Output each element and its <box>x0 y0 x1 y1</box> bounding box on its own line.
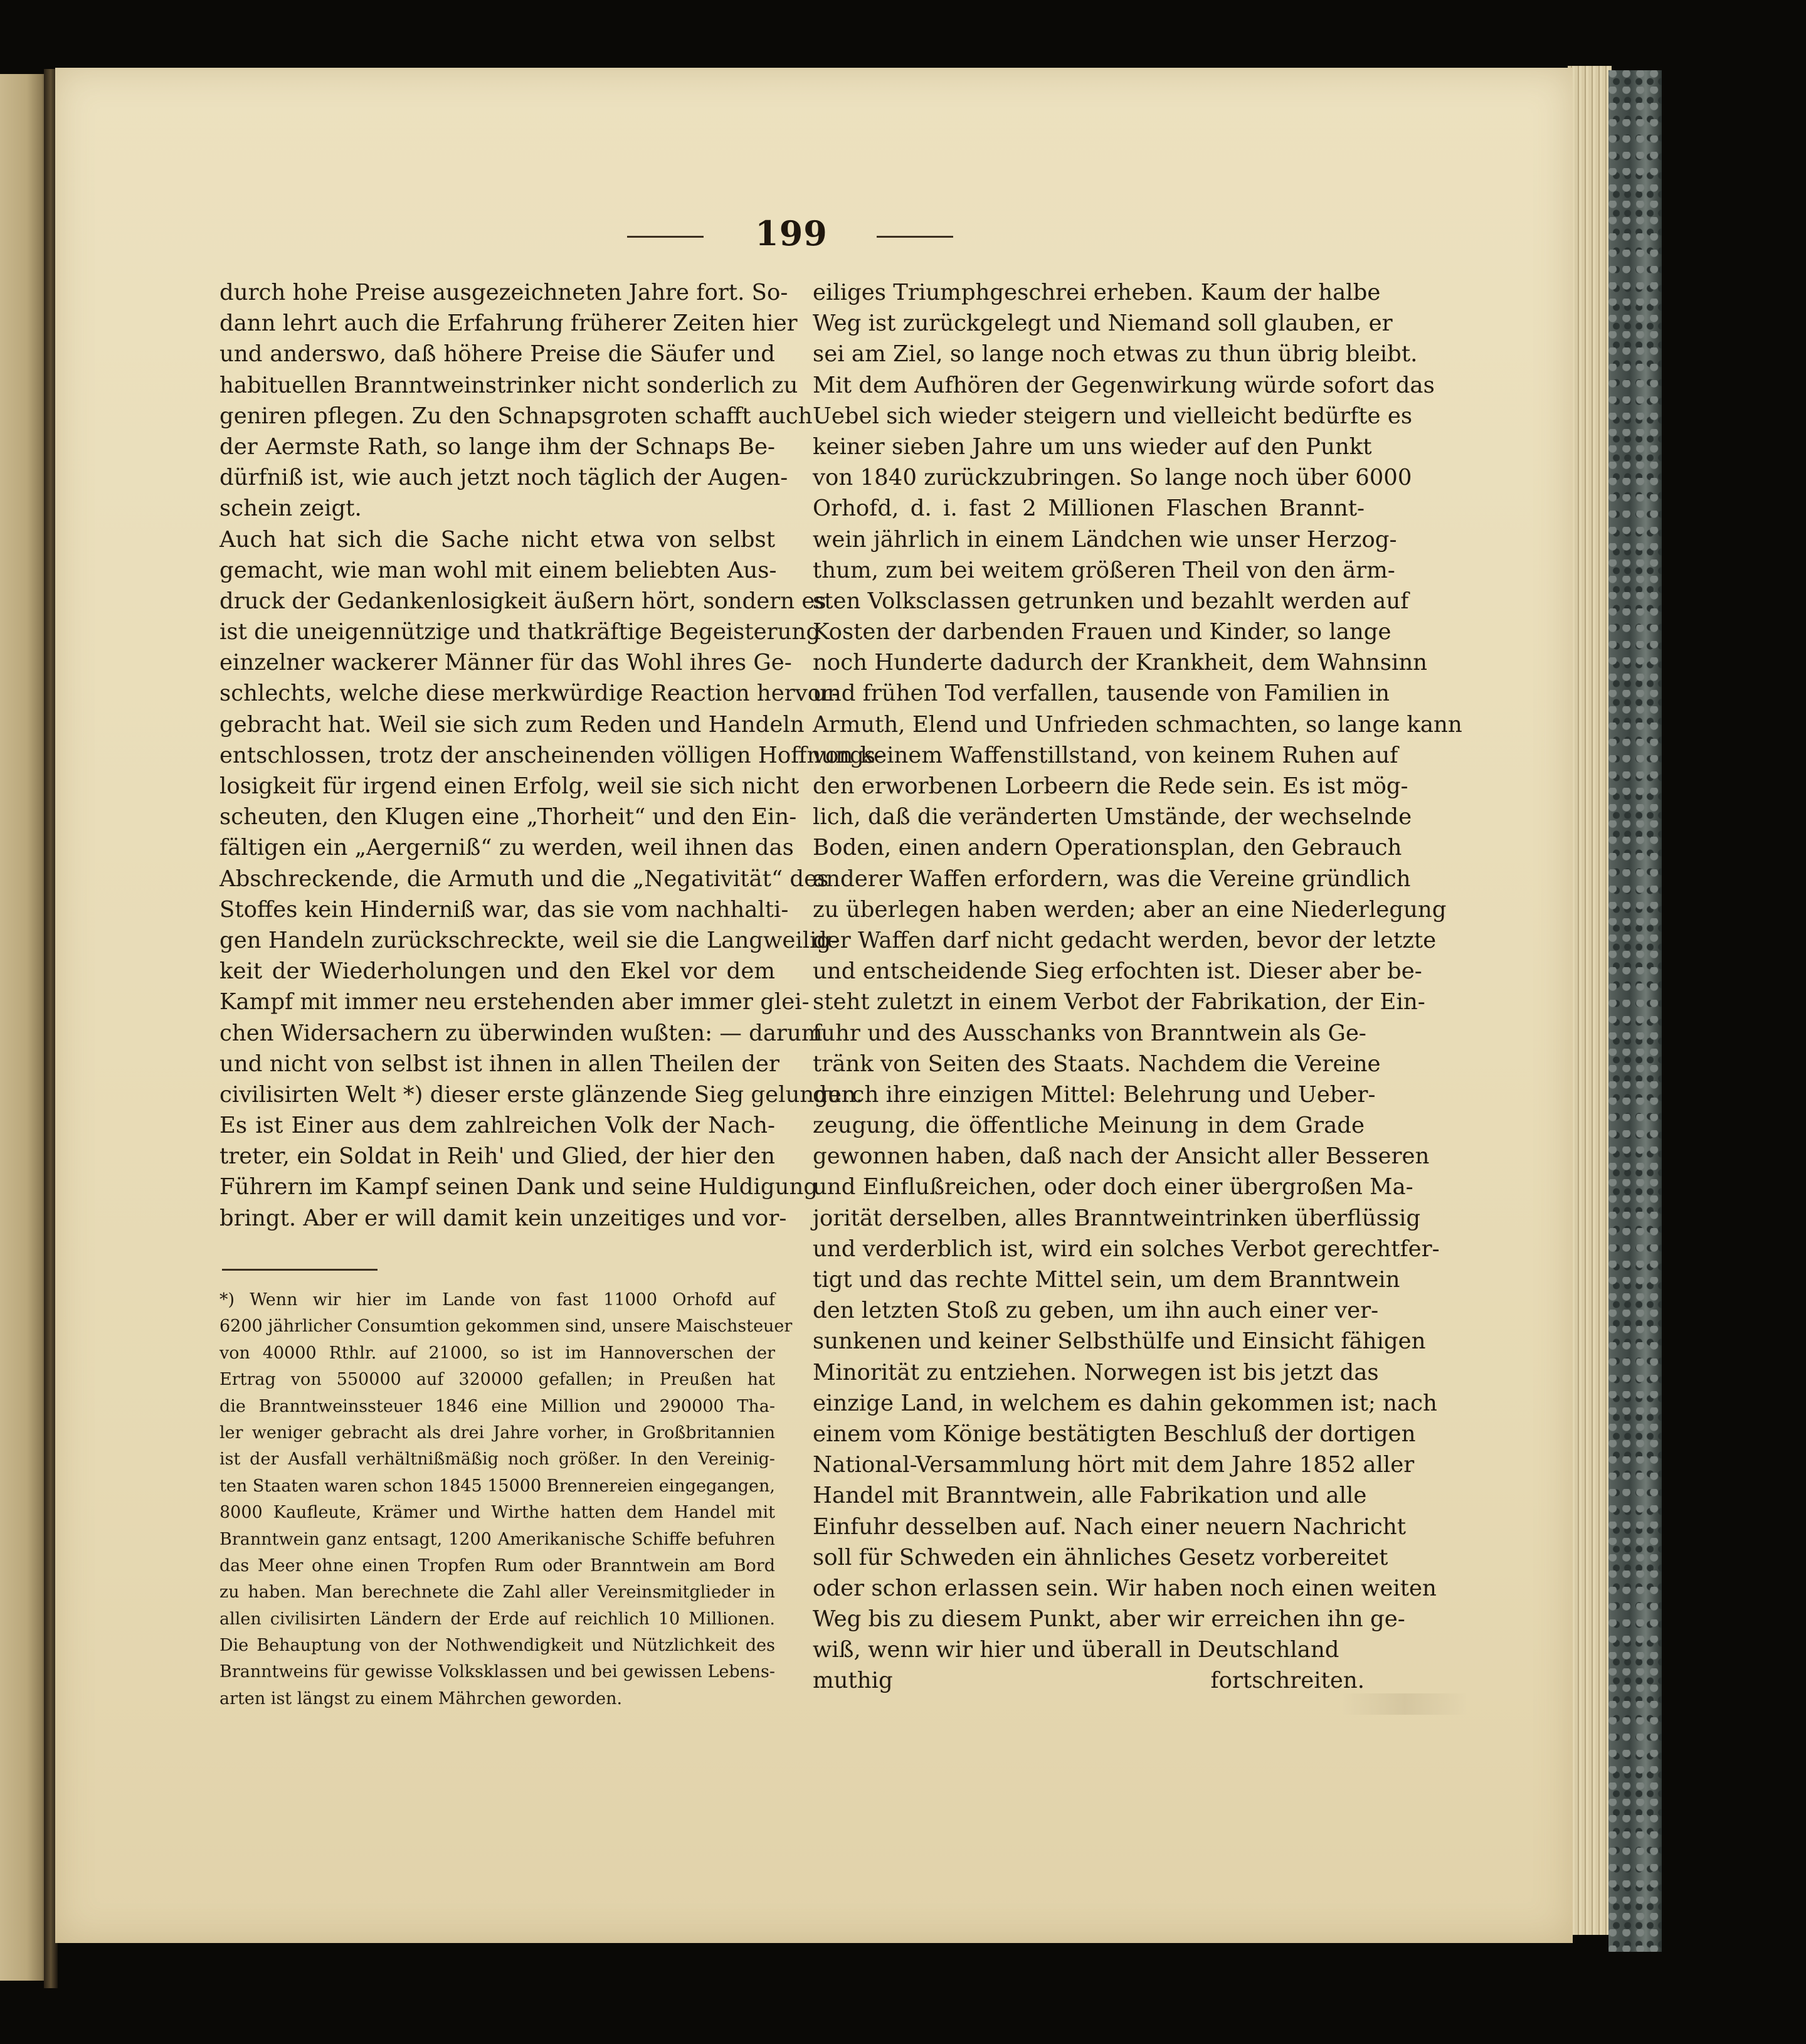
text-line: und verderblich ist, wird ein solches Verbot gerechtfer- <box>813 1236 1440 1262</box>
text-line: anderer Waffen erfordern, was die Vereine gründlich <box>813 866 1411 892</box>
previous-page-edge <box>0 74 49 1981</box>
footnote-block <box>219 1287 793 1712</box>
text-line: gen Handeln zurückschreckte, weil sie die Langweilig- <box>219 927 839 953</box>
text-line: Orhofd, d. i. fast 2 Millionen Flaschen Brannt- <box>813 495 1365 522</box>
text-line: schein zeigt. <box>219 495 362 522</box>
text-line: tränk von Seiten des Staats. Nachdem die Vereine <box>813 1051 1381 1077</box>
text-line: und Einflußreichen, oder doch einer übergroßen Ma- <box>813 1174 1413 1200</box>
text-line: ten Staaten waren schon 1845 15000 Brennereien eingegangen, <box>219 1476 775 1496</box>
text-line: fuhr und des Ausschanks von Branntwein als Ge- <box>813 1020 1366 1046</box>
text-line: wein jährlich in einem Ländchen wie unser Herzog- <box>813 526 1397 553</box>
text-line: wiß, wenn wir hier und überall in Deutschland <box>813 1637 1339 1663</box>
text-line: durch ihre einzigen Mittel: Belehrung und Ueber- <box>813 1081 1376 1108</box>
text-line: Abschreckende, die Armuth und die „Negativität“ des <box>219 866 829 892</box>
text-line: den erworbenen Lorbeern die Rede sein. Es ist mög- <box>813 773 1408 799</box>
text-line: sei am Ziel, so lange noch etwas zu thun übrig bleibt. <box>813 341 1418 368</box>
text-line: thum, zum bei weitem größeren Theil von den ärm- <box>813 557 1395 583</box>
text-line: der Waffen darf nicht gedacht werden, bevor der letzte <box>813 927 1437 953</box>
text-line: und anderswo, daß höhere Preise die Säufer und <box>219 341 775 368</box>
text-line: *) Wenn wir hier im Lande von fast 11000 Orhofd auf <box>219 1290 775 1310</box>
text-line: steht zuletzt in einem Verbot der Fabrikation, der Ein- <box>813 989 1425 1015</box>
text-line: keit der Wiederholungen und den Ekel vor dem <box>219 958 775 985</box>
text-line: fältigen ein „Aergerniß“ zu werden, weil ihnen das <box>219 835 794 861</box>
text-line: scheuten, den Klugen eine „Thorheit“ und den Ein- <box>219 804 797 830</box>
text-line: Boden, einen andern Operationsplan, den Gebrauch <box>813 835 1402 861</box>
text-line: sunkenen und keiner Selbsthülfe und Einsicht fähigen <box>813 1328 1426 1355</box>
text-line: den letzten Stoß zu geben, um ihn auch einer ver- <box>813 1298 1379 1324</box>
text-line: treter, ein Soldat in Reih' und Glied, der hier den <box>219 1143 775 1170</box>
text-line: und entscheidende Sieg erfochten ist. Dieser aber be- <box>813 958 1422 985</box>
text-line: Handel mit Branntwein, alle Fabrikation und alle <box>813 1483 1367 1509</box>
text-line: Branntweins für gewisse Volksklassen und bei gewissen Lebens- <box>219 1662 775 1682</box>
text-line: einzige Land, in welchem es dahin gekommen ist; nach <box>813 1390 1437 1416</box>
text-line: und frühen Tod verfallen, tausende von Familien in <box>813 680 1390 707</box>
text-line: Uebel sich wieder steigern und vielleicht bedürfte es <box>813 403 1413 429</box>
text-line: Führern im Kampf seinen Dank und seine Huldigung <box>219 1174 818 1200</box>
text-line: das Meer ohne einen Tropfen Rum oder Branntwein am Bord <box>219 1555 775 1575</box>
text-line: ist die uneigennützige und thatkräftige Begeisterung <box>219 619 821 645</box>
text-line: einem vom Könige bestätigten Beschluß der dortigen <box>813 1421 1416 1447</box>
bleed-through-smudge <box>1342 1693 1467 1715</box>
text-line: zu überlegen haben werden; aber an eine Niederlegung <box>813 896 1447 923</box>
header-rule-right <box>877 236 953 238</box>
text-line: lich, daß die veränderten Umstände, der wechselnde <box>813 804 1412 830</box>
text-line: ler weniger gebracht als drei Jahre vorher, in Großbritannien <box>219 1422 775 1443</box>
text-line: bringt. Aber er will damit kein unzeitiges und vor- <box>219 1205 787 1231</box>
text-line: durch hohe Preise ausgezeichneten Jahre fort. So- <box>219 280 788 305</box>
page-number: 199 <box>755 213 828 253</box>
text-line: entschlossen, trotz der anscheinenden völligen Hoffnungs- <box>219 742 883 768</box>
text-line: Kampf mit immer neu erstehenden aber immer glei- <box>219 989 810 1015</box>
text-line: Armuth, Elend und Unfrieden schmachten, so lange kann <box>813 711 1462 738</box>
text-line: Die Behauptung von der Nothwendigkeit und Nützlichkeit des <box>219 1636 775 1656</box>
text-line: Kosten der darbenden Frauen und Kinder, so lange <box>813 619 1391 645</box>
text-line: sten Volksclassen getrunken und bezahlt werden auf <box>813 588 1409 614</box>
text-line: Weg bis zu diesem Punkt, aber wir erreichen ihn ge- <box>813 1606 1405 1633</box>
text-line: noch Hunderte dadurch der Krankheit, dem Wahnsinn <box>813 650 1428 676</box>
text-line: keiner sieben Jahre um uns wieder auf den Punkt <box>813 433 1372 460</box>
text-line: der Aermste Rath, so lange ihm der Schnaps Be- <box>219 433 775 460</box>
text-line: Minorität zu entziehen. Norwegen ist bis jetzt das <box>813 1359 1379 1385</box>
left-text-column <box>219 277 883 1234</box>
text-line: Weg ist zurückgelegt und Niemand soll glauben, er <box>813 310 1393 337</box>
text-line: gewonnen haben, daß nach der Ansicht aller Besseren <box>813 1143 1430 1170</box>
text-line: einzelner wackerer Männer für das Wohl ihres Ge- <box>219 650 792 676</box>
text-line: jorität derselben, alles Branntweintrinken überflüssig <box>813 1205 1421 1231</box>
text-line: Mit dem Aufhören der Gegenwirkung würde sofort das <box>813 372 1435 398</box>
text-line: gemacht, wie man wohl mit einem beliebten Aus- <box>219 557 777 583</box>
text-line: Auch hat sich die Sache nicht etwa von selbst <box>219 526 775 553</box>
text-line: losigkeit für irgend einen Erfolg, weil sie sich nicht <box>219 773 800 799</box>
text-line: tigt und das rechte Mittel sein, um dem Branntwein <box>813 1267 1400 1293</box>
text-line: habituellen Branntweinstrinker nicht sonderlich zu <box>219 372 798 398</box>
text-line: ist der Ausfall verhältnißmäßig noch größer. In den Vereinig- <box>219 1449 775 1469</box>
page-stack-edges <box>1568 66 1612 1935</box>
text-line: dürfniß ist, wie auch jetzt noch täglich der Augen- <box>219 465 788 491</box>
page-header <box>627 213 953 263</box>
text-line: und nicht von selbst ist ihnen in allen Theilen der <box>219 1051 779 1077</box>
text-line: schlechts, welche diese merkwürdige Reaction hervor- <box>219 680 840 707</box>
text-line: 6200 jährlicher Consumtion gekommen sind, unsere Maischsteuer <box>219 1316 793 1337</box>
text-line: von 40000 Rthlr. auf 21000, so ist im Hannoverschen der <box>219 1343 775 1363</box>
text-line: zeugung, die öffentliche Meinung in dem Grade <box>813 1113 1365 1139</box>
text-line: National-Versammlung hört mit dem Jahre 1852 aller <box>813 1452 1415 1478</box>
footnote-separator <box>222 1269 378 1271</box>
text-line: civilisirten Welt *) dieser erste glänzende Sieg gelungen. <box>219 1081 863 1108</box>
text-line: Einfuhr desselben auf. Nach einer neuern Nachricht <box>813 1513 1407 1540</box>
header-rule-left <box>627 236 704 238</box>
text-line: von 1840 zurückzubringen. So lange noch über 6000 <box>813 465 1412 491</box>
text-line: Branntwein ganz entsagt, 1200 Amerikanische Schiffe befuhren <box>219 1529 775 1549</box>
text-line: arten ist längst zu einem Mährchen geworden. <box>219 1688 623 1708</box>
text-line: die Branntweinssteuer 1846 eine Million und 290000 Tha- <box>219 1396 775 1416</box>
text-line: Stoffes kein Hinderniß war, das sie vom nachhalti- <box>219 896 789 923</box>
text-line: dann lehrt auch die Erfahrung früherer Zeiten hier <box>219 310 798 337</box>
text-line: druck der Gedankenlosigkeit äußern hört, sondern es <box>219 588 826 614</box>
text-line: Es ist Einer aus dem zahlreichen Volk der Nach- <box>219 1113 775 1139</box>
text-line: chen Widersachern zu überwinden wußten: — darum <box>219 1020 823 1046</box>
right-text-column <box>813 277 1462 1697</box>
text-line: geniren pflegen. Zu den Schnapsgroten schafft auch <box>219 403 813 429</box>
text-line: soll für Schweden ein ähnliches Gesetz vorbereitet <box>813 1544 1388 1570</box>
text-line: zu haben. Man berechnete die Zahl aller Vereinsmitglieder in <box>219 1582 775 1602</box>
text-line: von keinem Waffenstillstand, von keinem Ruhen auf <box>813 742 1398 768</box>
text-line: 8000 Kaufleute, Krämer und Wirthe hatten dem Handel mit <box>219 1503 775 1523</box>
text-line: gebracht hat. Weil sie sich zum Reden und Handeln <box>219 711 805 738</box>
text-line: eiliges Triumphgeschrei erheben. Kaum der halbe <box>813 280 1381 305</box>
text-line: muthig fortschreiten. <box>813 1668 1365 1694</box>
marbled-cover-edge <box>1608 70 1662 1952</box>
text-line: oder schon erlassen sein. Wir haben noch einen weiten <box>813 1575 1437 1601</box>
text-line: allen civilisirten Ländern der Erde auf reichlich 10 Millionen. <box>219 1609 775 1629</box>
text-line: Ertrag von 550000 auf 320000 gefallen; in Preußen hat <box>219 1370 775 1390</box>
